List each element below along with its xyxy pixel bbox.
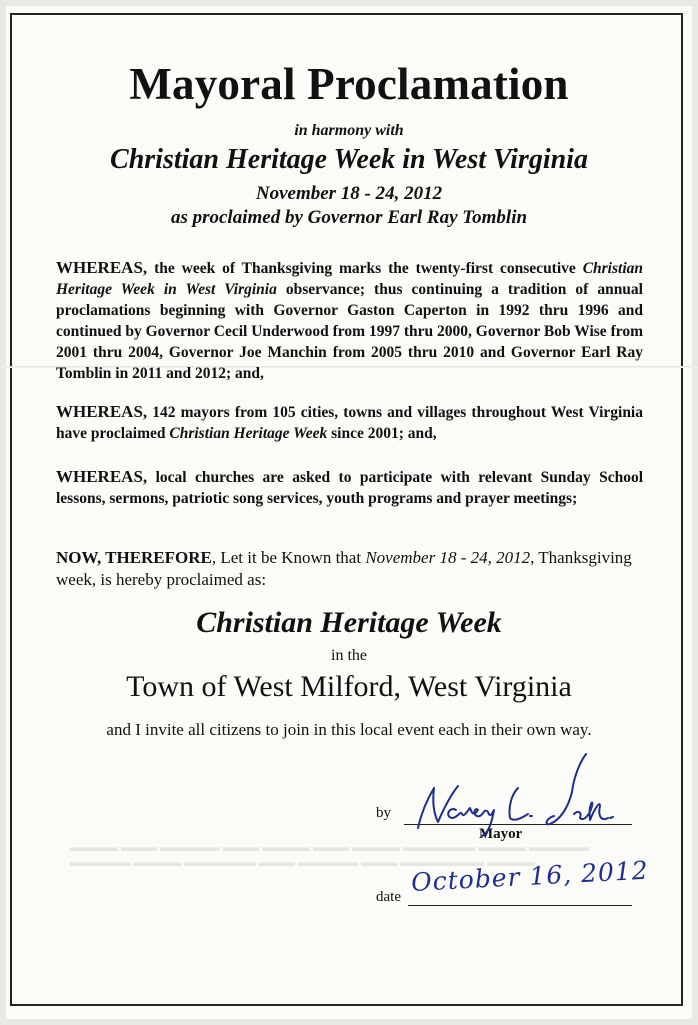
document-title: Mayoral Proclamation [129, 59, 569, 109]
invitation-line: and I invite all citizens to join in this local event each in their own way. [106, 720, 592, 739]
in-the-line: in the [331, 647, 367, 664]
mayor-label: Mayor [479, 826, 523, 842]
harmony-line: in harmony with [294, 122, 404, 139]
proclaimed-event: Christian Heritage Week [196, 606, 502, 639]
paragraph-text: observance; thus continuing a tradition of annual proclamations beginning with Governor Gaston Caperton in 1992 thru 1996 and continued by Governor Cecil Underwood from 1997 thru 2000, Governor Bob Wise from 2001 thru 2004, Governor Joe Manchin from 2005 thru 2010 and Governor Earl Ray Tomblin in 2011 and 2012; and, [56, 281, 643, 382]
paragraph-italic: Christian Heritage Week in West Virginia [56, 260, 643, 298]
town-name: Town of West Milford, West Virginia [126, 670, 572, 703]
paragraph-text: local churches are asked to participate with relevant Sunday School lessons, sermons, patriotic song services, youth programs and prayer meetings; [56, 469, 643, 507]
mayor-signature [404, 748, 638, 840]
whereas-paragraph-1 [56, 257, 643, 384]
whereas-paragraph-3 [56, 466, 643, 509]
date-line [408, 905, 632, 906]
therefore-lead: NOW, THEREFORE [56, 548, 212, 567]
event-dates: November 18 - 24, 2012 [255, 183, 443, 204]
paragraph-text: , Let it be Known that [211, 548, 366, 567]
paragraph-italic: Christian Heritage Week [169, 425, 328, 442]
paragraph-text: the week of Thanksgiving marks the twenty-first consecutive [147, 260, 583, 277]
paragraph-italic: November 18 - 24, 2012 [365, 548, 531, 567]
date-label: date [376, 889, 401, 905]
paragraph-text: since 2001; and, [327, 425, 437, 442]
by-label: by [376, 805, 391, 821]
whereas-lead: WHEREAS, [56, 467, 148, 486]
proclaimed-by-line: as proclaimed by Governor Earl Ray Tomblin [170, 207, 528, 228]
paragraph-text: , Thanksgiving week, is hereby proclaimed as: [56, 548, 632, 589]
whereas-paragraph-2 [56, 401, 643, 444]
whereas-lead: WHEREAS, [56, 402, 148, 421]
whereas-lead: WHEREAS, [56, 258, 148, 277]
therefore-paragraph [56, 547, 643, 591]
bleed-through-text: ▬▬▬▬ ▬▬▬ ▬▬▬▬▬ ▬▬▬ ▬▬▬▬ ▬▬▬ ▬▬▬▬ ▬▬▬▬▬▬ ▬▬▬▬ ▬▬▬▬▬ ▬▬▬▬▬ ▬▬▬▬ ▬▬▬▬▬▬ ▬▬▬ ▬▬▬▬▬ ▬▬▬ ▬▬▬▬▬▬▬ ▬▬▬▬ [70, 840, 589, 869]
handwritten-date: October 16, 2012 [410, 855, 650, 897]
paragraph-text: 142 mayors from 105 cities, towns and villages throughout West Virginia have proclaimed [56, 404, 643, 442]
event-title: Christian Heritage Week in West Virginia [110, 144, 588, 175]
